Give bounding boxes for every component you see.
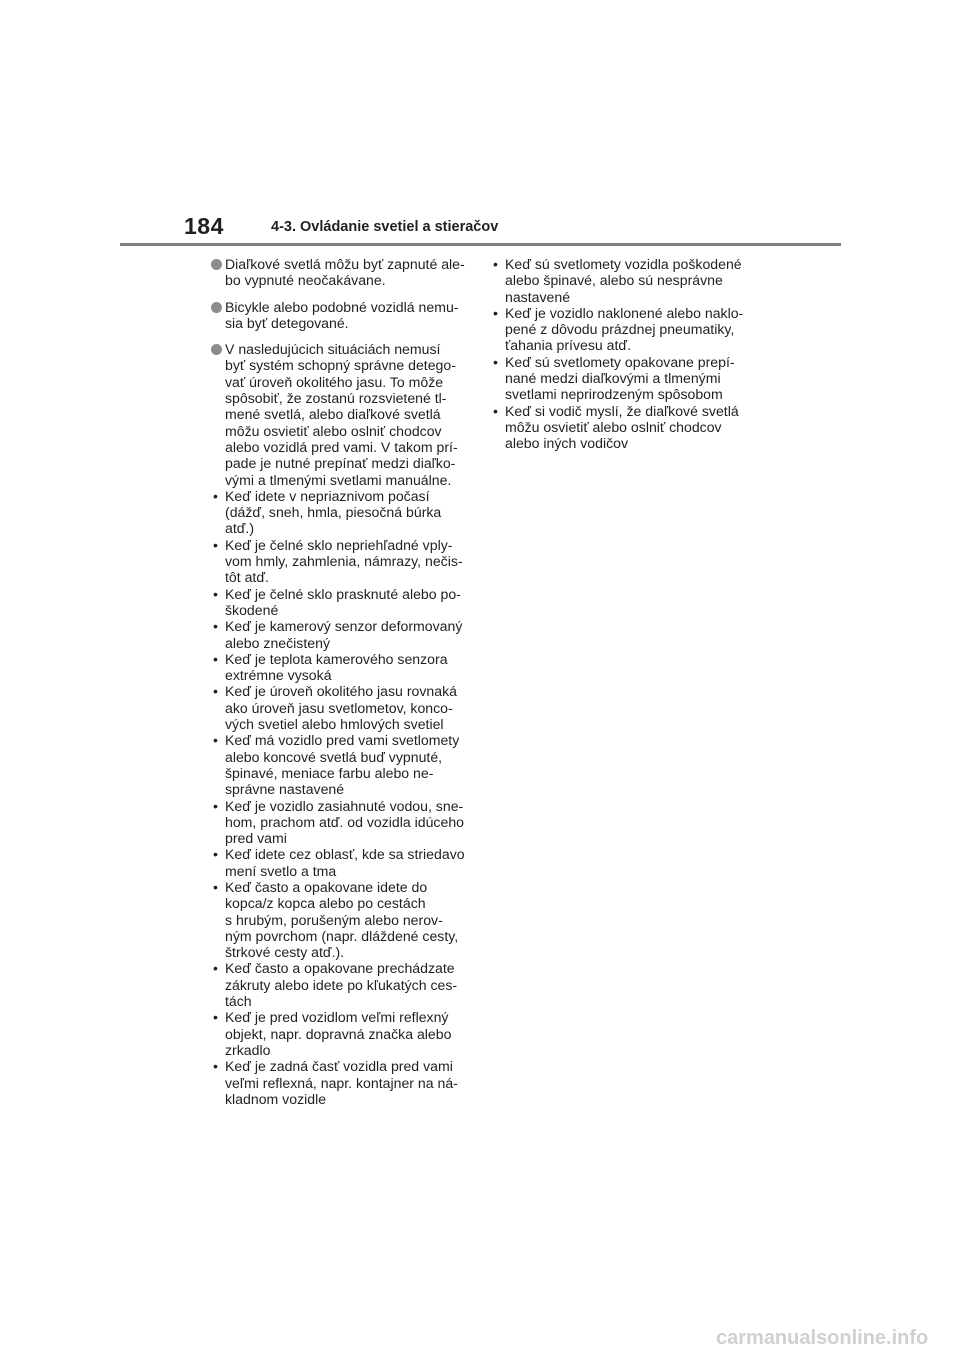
list-item [491,354,751,403]
bullet-marker: • [213,487,218,504]
list-item [211,651,471,684]
bullet-marker: • [213,846,218,863]
list-item-text: Keď je čelné sklo prasknuté alebo po- škodené [225,585,461,618]
bullet-marker: • [213,585,218,602]
bullet-marker: • [213,1058,218,1075]
bullet-marker: • [213,536,218,553]
list-item-text: Keď má vozidlo pred vami svetlomety alebo koncové svetlá buď vypnuté, špinavé, meniace farbu alebo ne- správne nastavené [225,732,460,798]
list-item [211,683,471,732]
list-item-text: Keď sú svetlomety opakovane prepí- nané medzi diaľkovými a tlmenými svetlami neprirodzeným spôsobom [505,353,735,403]
list-item [211,618,471,651]
list-item-text: Keď je úroveň okolitého jasu rovnaká ako úroveň jasu svetlometov, konco- vých svetiel alebo hmlových svetiel [225,683,457,733]
list-item-text: Keď si vodič myslí, že diaľkové svetlá môžu osvietiť alebo oslniť chodcov alebo iných vodičov [505,402,739,452]
list-item-text: Keď je pred vozidlom veľmi reflexný objekt, napr. dopravná značka alebo zrkadlo [225,1009,452,1058]
list-item [211,732,471,797]
bullet-marker: • [213,797,218,814]
bullet-marker: • [493,304,498,321]
list-item-text: Keď je zadná časť vozidla pred vami veľmi reflexná, napr. kontajner na ná- kladnom vozidle [225,1058,458,1107]
list-item-text: Keď je čelné sklo nepriehľadné vply- vom hmly, zahmlenia, námrazy, nečis- tôt atď. [225,536,463,586]
list-item [211,798,471,847]
bullet-marker: • [213,683,218,700]
paragraph-text: V nasledujúcich situáciách nemusí byť systém schopný správne detego- vať úroveň okolitého jasu. To môže spôsobiť, že zostanú rozsvietené tl- mené svetlá, alebo diaľkové svetlá môžu osvietiť alebo oslniť chodcov alebo vozidlá pred vami. V takom prí- pade je nutné prepínať medzi diaľko- vými a tlmenými svetlami manuálne. [225,341,458,488]
list-item [491,256,751,305]
bullet-dot-icon [211,302,222,313]
list-item-text: Keď často a opakovane prechádzate zákruty alebo idete po kľukatých ces- tách [225,960,458,1010]
list-item [211,537,471,586]
list-item-text: Keď často a opakovane idete do kopca/z kopca alebo po cestách s hrubým, porušeným alebo nerov- ným povrchom (napr. dláždené cesty, štrkové cesty atď.). [225,878,459,961]
bullet-marker: • [213,732,218,749]
list-item [211,586,471,619]
right-column [491,256,751,452]
situation-list [211,488,471,1107]
watermark: carmanualsonline.info [716,1327,929,1349]
paragraph [211,341,471,488]
list-item-text: Keď sú svetlomety vozidla poškodené alebo špinavé, alebo sú nesprávne nastavené [505,256,742,305]
bullet-marker: • [213,960,218,977]
list-item [211,1058,471,1107]
bullet-marker: • [493,353,498,370]
list-item [211,846,471,879]
bullet-marker: • [493,402,498,419]
list-item-text: Keď idete cez oblasť, kde sa striedavo mení svetlo a tma [225,846,465,879]
list-item-text: Keď idete v nepriaznivom počasí (dážď, sneh, hmla, piesočná búrka atď.) [225,487,442,537]
section-title: 4-3. Ovládanie svetiel a stieračov [271,219,499,235]
bullet-dot-icon [211,259,222,270]
bullet-marker: • [213,650,218,667]
paragraph [211,299,471,332]
paragraph-text: Diaľkové svetlá môžu byť zapnuté ale- bo vypnuté neočakávane. [225,256,465,289]
list-item-text: Keď je vozidlo naklonené alebo naklo- pené z dôvodu prázdnej pneumatiky, ťahania prívesu atď. [505,304,744,354]
situation-list [491,256,751,452]
list-item [211,960,471,1009]
paragraph [211,256,471,289]
list-item [211,488,471,537]
bullet-marker: • [213,618,218,635]
page-number: 184 [184,213,224,239]
bullet-marker: • [213,1009,218,1026]
bullet-dot-icon [211,344,222,355]
list-item-text: Keď je kamerový senzor deformovaný alebo znečistený [225,618,463,651]
paragraph-text: Bicykle alebo podobné vozidlá nemu- sia byť detegované. [225,298,459,331]
list-item [211,1009,471,1058]
bullet-marker: • [213,878,218,895]
list-item-text: Keď je vozidlo zasiahnuté vodou, sne- hom, prachom atď. od vozidla idúceho pred vami [225,797,464,847]
list-item [491,403,751,452]
left-column [211,256,471,1107]
list-item-text: Keď je teplota kamerového senzora extrémne vysoká [225,650,448,684]
header-rule [120,243,841,246]
bullet-marker: • [493,256,498,272]
list-item [211,879,471,960]
list-item [491,305,751,354]
